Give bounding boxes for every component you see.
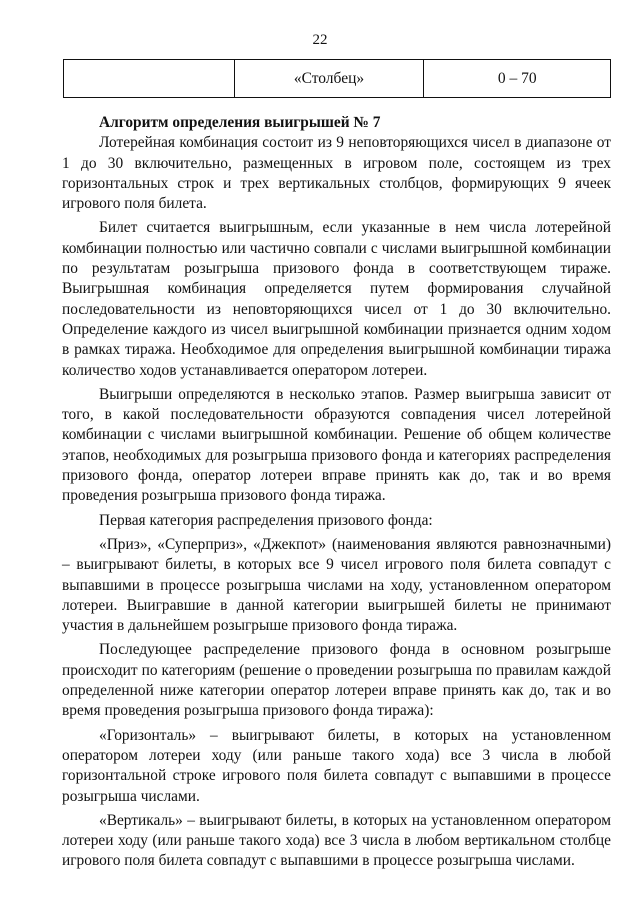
document-body [62,113,611,872]
paragraph-vertical: «Вертикаль» – выигрывают билеты, в которых на установленном оператором лотереи ходу (или раньше такого хода) все 3 числа в любом вертикальном столбце игрового поля билета совпадут с выпавшими в процессе розыгрыша числами. [62,811,611,870]
paragraph-winning-ticket: Билет считается выигрышным, если указанные в нем числа лотерейной комбинации полностью или частично совпали с числами выигрышной комбинации по результатам розыгрыша призового фонда в соответствующем тираже. Выигрышная комбинация определяется путем формирования случайной последовательности из неповторяющихся чисел от 1 до 30 включительно. Определение каждого из чисел выигрышной комбинации признается одним ходом в рамках тиража. Необходимое для определения выигрышной комбинации тиража количество ходов устанавливается оператором лотереи. [62,219,611,379]
table-cell-empty [64,60,235,98]
table-cell-category: «Столбец» [234,60,424,98]
page-number: 22 [312,32,328,48]
category-table [63,59,611,98]
paragraph-stages: Выигрыши определяются в несколько этапов. Размер выигрыша зависит от того, в какой последовательности образуются совпадения чисел лотерейной комбинации с числами выигрышной комбинации. Решение об общем количестве этапов, необходимых для розыгрыша призового фонда и категориях распределения призового фонда, оператор лотереи вправе принять как до, так и во время проведения розыгрыша призового фонда тиража. [62,385,611,505]
paragraph-subsequent: Последующее распределение призового фонда в основном розыгрыше происходит по категориям (решение о проведении розыгрыша по правилам каждой определенной ниже категории оператор лотереи вправе принять как до, так и во время проведения розыгрыша призового фонда тиража): [62,641,611,720]
paragraph-prize: «Приз», «Суперприз», «Джекпот» (наименования являются равнозначными) – выигрывают билеты, в которых все 9 чисел игрового поля билета совпадут с выпавшими в процессе розыгрыша числами на ходу, установленном оператором лотереи. Выигравшие в данной категории выигрышей билеты не принимают участия в дальнейшем розыгрыше призового фонда тиража. [62,535,611,635]
section-heading: Алгоритм определения выигрышей № 7 [99,114,381,131]
paragraph-first-category: Первая категория распределения призового фонда: [99,511,433,529]
table-cell-range: 0 – 70 [424,60,611,98]
table-row [64,60,611,98]
paragraph-combination: Лотерейная комбинация состоит из 9 неповторяющихся чисел в диапазоне от 1 до 30 включительно, размещенных в игровом поле, состоящем из трех горизонтальных строк и трех вертикальных столбцов, формирующих 9 ячеек игрового поля билета. [62,134,611,213]
paragraph-horizontal: «Горизонталь» – выигрывают билеты, в которых на установленном оператором лотереи ходу (или раньше такого хода) все 3 числа в любой горизонтальной строке игрового поля билета совпадут с выпавшими в процессе розыгрыша числами. [62,726,611,805]
